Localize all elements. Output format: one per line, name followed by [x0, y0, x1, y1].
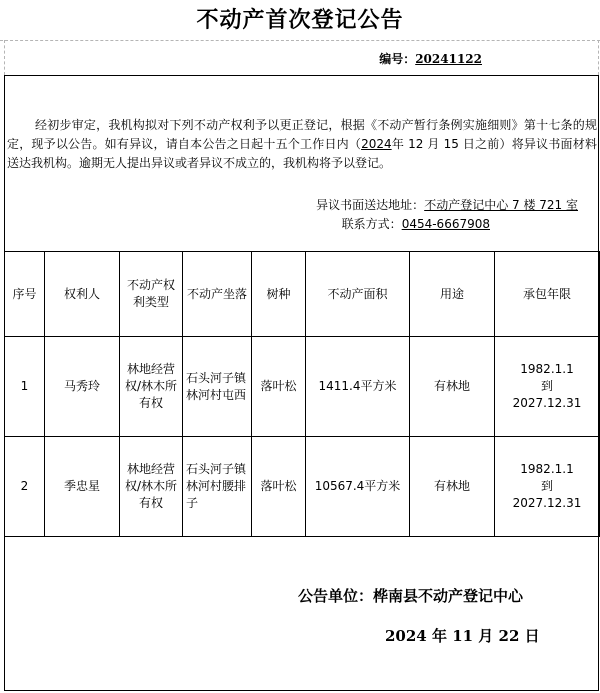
- objection-address: [0, 196, 578, 213]
- table-header-row: [5, 252, 600, 337]
- col-header-usage: 用途: [410, 252, 495, 337]
- cell-area: 10567.4平方米: [306, 437, 410, 537]
- address-value: 不动产登记中心 7 楼 721 室: [424, 198, 578, 212]
- col-header-no: 序号: [5, 252, 45, 337]
- term-to: 到: [540, 479, 553, 493]
- notice-text: [7, 116, 597, 173]
- publishing-unit: 公告单位：桦南县不动产登记中心: [298, 587, 524, 605]
- serial-value: 20241122: [415, 52, 482, 66]
- page-title: 不动产首次登记公告: [196, 7, 404, 33]
- cell-holder: 季忠星: [45, 437, 120, 537]
- table-row: [5, 337, 600, 437]
- term-start: 1982.1.1: [520, 362, 574, 376]
- cell-usage: 有林地: [410, 337, 495, 437]
- col-header-right-type: 不动产权利类型: [120, 252, 183, 337]
- cell-holder: 马秀玲: [45, 337, 120, 437]
- header-left-border: [4, 40, 5, 75]
- header-right-border: [598, 40, 599, 75]
- title-divider: [0, 40, 600, 41]
- col-header-location: 不动产坐落: [183, 252, 252, 337]
- cell-right-type: 林地经营权/林木所有权: [120, 437, 183, 537]
- col-header-area: 不动产面积: [306, 252, 410, 337]
- term-end: 2027.12.31: [512, 496, 582, 510]
- notice-deadline-year: 2024: [361, 137, 392, 151]
- cell-location: 石头河子镇林河村腰排子: [183, 437, 252, 537]
- cell-species: 落叶松: [252, 437, 306, 537]
- contact-label: 联系方式：: [341, 217, 402, 231]
- cell-no: 1: [5, 337, 45, 437]
- serial-label: 编号：: [379, 52, 416, 66]
- col-header-species: 树种: [252, 252, 306, 337]
- cell-usage: 有林地: [410, 437, 495, 537]
- objection-contact: [0, 215, 490, 232]
- table-row: [5, 437, 600, 537]
- cell-species: 落叶松: [252, 337, 306, 437]
- cell-no: 2: [5, 437, 45, 537]
- notice-part-1: 经初步审定，我机构拟对下列不动产权利予以更正登记，根据《不动产暂行条例实施细则》第十七条的规定，现予以公告。如有异议，请自本公告之日起十五个工作日内（: [7, 118, 597, 151]
- cell-term: [495, 437, 600, 537]
- address-label: 异议书面送达地址：: [316, 198, 425, 212]
- term-end: 2027.12.31: [512, 396, 582, 410]
- notice-part-2: 年 12 月 15 日之前）将异议书面材料送达我机构。逾期无人提出异议或者异议不成立的，我机构将予以登记。: [7, 137, 597, 170]
- col-header-holder: 权利人: [45, 252, 120, 337]
- contact-value: 0454-6667908: [401, 217, 490, 231]
- cell-location: 石头河子镇林河村屯西: [183, 337, 252, 437]
- publish-date: 2024 年 11 月 22 日: [385, 627, 540, 645]
- term-to: 到: [540, 379, 553, 393]
- serial-number: [379, 50, 482, 67]
- col-header-term: 承包年限: [495, 252, 600, 337]
- registration-table: [4, 251, 600, 537]
- cell-area: 1411.4平方米: [306, 337, 410, 437]
- cell-term: [495, 337, 600, 437]
- cell-right-type: 林地经营权/林木所有权: [120, 337, 183, 437]
- term-start: 1982.1.1: [520, 462, 574, 476]
